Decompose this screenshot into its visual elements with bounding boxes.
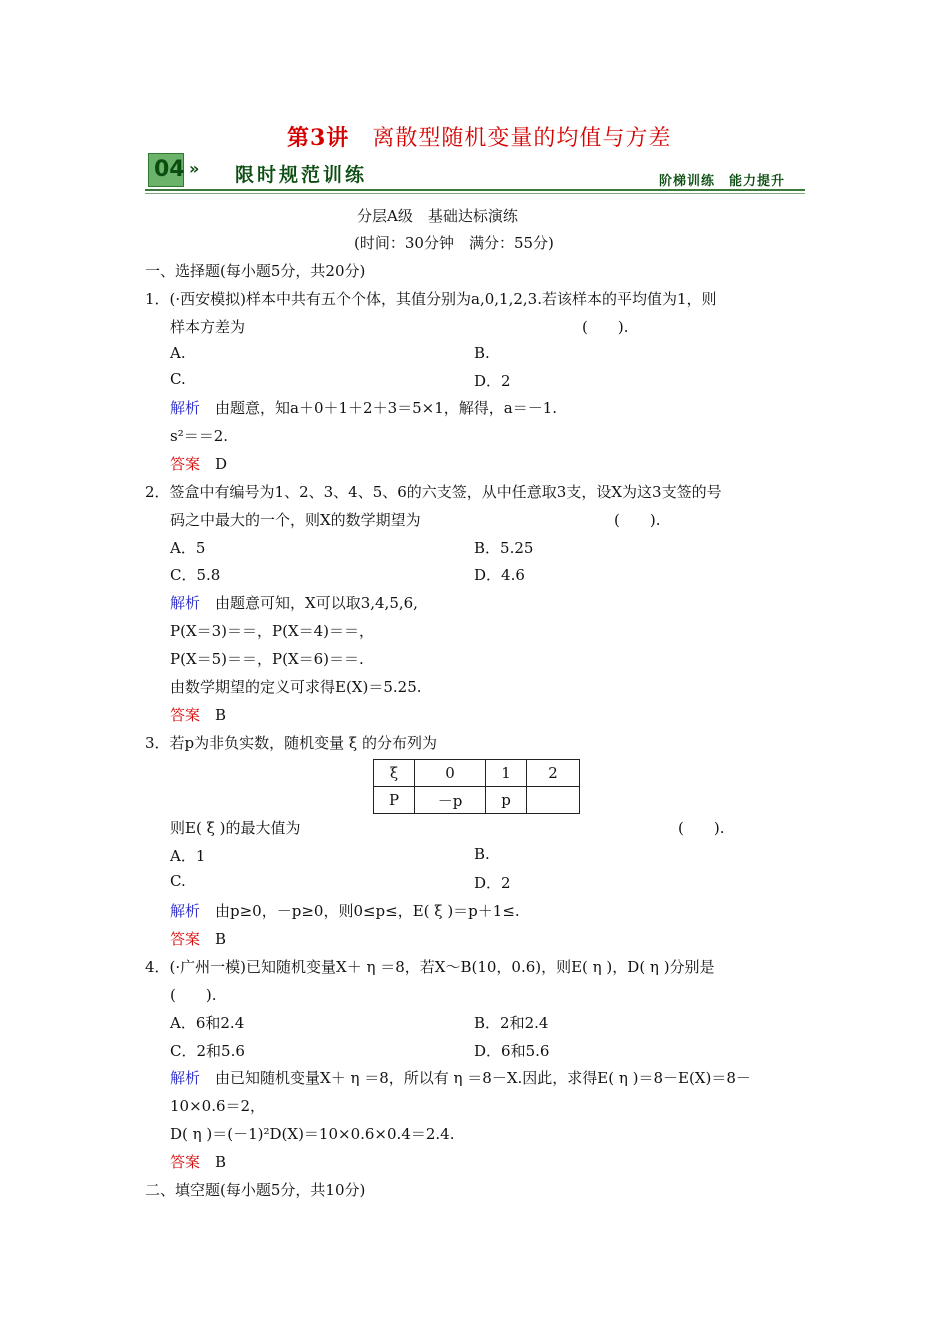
q3-stem-line1: 3．若p为非负实数，随机变量 ξ 的分布列为	[145, 734, 437, 752]
table-row	[374, 760, 580, 787]
answer-label: 答案	[170, 930, 201, 948]
q2-prob-line1: P(X＝3)＝＝，P(X＝4)＝＝，	[170, 622, 375, 640]
answer-value: B	[200, 706, 227, 724]
q2-option-a: A．5	[170, 539, 206, 557]
page-title	[287, 121, 671, 152]
q4-option-c: C．2和5.6	[170, 1042, 245, 1060]
q1-answer-blank: ( ).	[582, 318, 629, 336]
answer-label: 答案	[170, 706, 201, 724]
q1-variance-line: s²＝＝2.	[170, 427, 229, 445]
table-cell: 0	[415, 760, 486, 787]
banner-number: 04	[154, 157, 185, 182]
table-cell	[527, 787, 580, 814]
q4-option-d: D．6和5.6	[474, 1042, 550, 1060]
q2-stem-line2: 码之中最大的一个，则X的数学期望为	[170, 511, 421, 529]
table-row	[374, 787, 580, 814]
q4-analysis-line2: 10×0.6＝2，	[170, 1097, 266, 1115]
q3-analysis	[170, 900, 520, 921]
analysis-text: 由题意可知，X可以取3,4,5,6,	[200, 594, 418, 612]
q3-option-b: B.	[474, 845, 490, 863]
level-heading: 分层A级 基础达标演练	[357, 207, 518, 225]
q4-answer	[170, 1151, 226, 1172]
lesson-title: 离散型随机变量的均值与方差	[372, 126, 672, 151]
q2-option-b: B．5.25	[474, 539, 534, 557]
q3-option-c: C.	[170, 872, 186, 890]
q1-analysis	[170, 397, 557, 418]
part-two-heading: 二、填空题(每小题5分，共10分)	[145, 1181, 366, 1199]
analysis-label: 解析	[170, 399, 201, 417]
answer-value: B	[200, 1153, 227, 1171]
banner-subtitle: 阶梯训练 能力提升	[658, 174, 785, 189]
q2-answer-blank: ( ).	[614, 511, 661, 529]
table-cell: 2	[527, 760, 580, 787]
banner-rule-thin	[145, 193, 805, 194]
section-banner	[145, 151, 805, 191]
analysis-text: 由题意，知a＋0＋1＋2＋3＝5×1，解得，a＝－1.	[200, 399, 558, 417]
analysis-text: 由已知随机变量X＋ η ＝8，所以有 η ＝8－X.因此，求得E( η )＝8－E(X)＝8－	[200, 1069, 751, 1087]
table-cell: 1	[486, 760, 527, 787]
q3-option-a: A．1	[170, 847, 206, 865]
q4-stem-line1: 4．(·广州一模)已知随机变量X＋ η ＝8，若X～B(10，0.6)，则E( η )，D( η )分别是	[145, 958, 715, 976]
part-one-heading: 一、选择题(每小题5分，共20分)	[145, 262, 366, 280]
q4-answer-blank: ( ).	[170, 986, 217, 1004]
answer-value: B	[200, 930, 227, 948]
q2-answer	[170, 704, 226, 725]
banner-title: 限时规范训练	[235, 164, 368, 186]
distribution-table	[373, 759, 580, 814]
q2-option-d: D．4.6	[474, 566, 525, 584]
q1-stem-line1: 1．(·西安模拟)样本中共有五个个体，其值分别为a,0,1,2,3.若该样本的平均值为1，则	[145, 290, 717, 308]
q3-answer-blank: ( ).	[678, 819, 725, 837]
q4-analysis-line3: D( η )＝(－1)²D(X)＝10×0.6×0.4＝2.4.	[170, 1125, 455, 1143]
q4-option-b: B．2和2.4	[474, 1014, 549, 1032]
analysis-label: 解析	[170, 902, 201, 920]
q3-answer	[170, 928, 226, 949]
answer-label: 答案	[170, 455, 201, 473]
q4-analysis	[170, 1067, 751, 1088]
banner-rule	[145, 189, 805, 191]
q2-expectation-line: 由数学期望的定义可求得E(X)＝5.25.	[170, 678, 422, 696]
table-cell: ξ	[374, 760, 415, 787]
q4-option-a: A．6和2.4	[170, 1014, 245, 1032]
lesson-number: 第3讲	[287, 125, 350, 151]
q2-stem-line1: 2．签盒中有编号为1、2、3、4、5、6的六支签，从中任意取3支，设X为这3支签的号	[145, 483, 722, 501]
answer-value: D	[200, 455, 228, 473]
analysis-text: 由p≥0，－p≥0，则0≤p≤，E( ξ )＝p＋1≤.	[200, 902, 520, 920]
q2-option-c: C．5.8	[170, 566, 221, 584]
table-cell: P	[374, 787, 415, 814]
time-limit: (时间：30分钟 满分：55分)	[354, 234, 554, 252]
double-chevron-icon: »	[189, 159, 200, 178]
table-cell: －p	[415, 787, 486, 814]
q3-stem-line2: 则E( ξ )的最大值为	[170, 819, 301, 837]
q1-option-a: A.	[170, 344, 186, 362]
q2-prob-line2: P(X＝5)＝＝，P(X＝6)＝＝.	[170, 650, 364, 668]
q1-option-c: C.	[170, 370, 186, 388]
analysis-label: 解析	[170, 1069, 201, 1087]
q1-answer	[170, 453, 227, 474]
answer-label: 答案	[170, 1153, 201, 1171]
table-cell: p	[486, 787, 527, 814]
q1-stem-line2: 样本方差为	[170, 318, 246, 336]
analysis-label: 解析	[170, 594, 201, 612]
q2-analysis	[170, 592, 418, 613]
banner-number-box	[148, 153, 184, 187]
q1-option-d: D．2	[474, 372, 511, 390]
q3-option-d: D．2	[474, 874, 511, 892]
q1-option-b: B.	[474, 344, 490, 362]
